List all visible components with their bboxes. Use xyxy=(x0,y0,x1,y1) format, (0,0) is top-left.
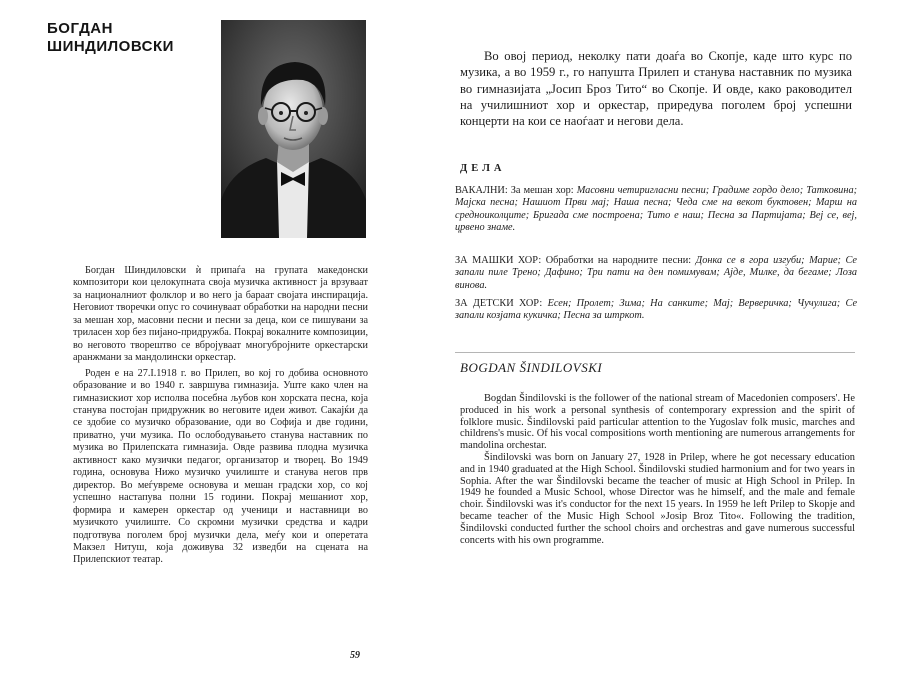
biography-continuation xyxy=(460,48,852,129)
portrait-illustration xyxy=(221,20,366,238)
works-entry-label: ЗА МАШКИ ХОР: xyxy=(455,255,542,266)
section-divider xyxy=(455,352,855,353)
composer-name-title xyxy=(47,20,174,56)
title-line-surname: ШИНДИЛОВСКИ xyxy=(47,38,174,55)
continuation-paragraph: Во овој период, неколку пати доаѓа во Скопје, каде што курс по музика, а во 1959 г., го напушта Прилеп и станува наставник по музика во гимназијата „Јосип Броз Тито“ во Скопје. И овде, како раководител на училишниот хор и оркестар, приредува поголем број успешни концерти на кои се наоѓаат и негови дела. xyxy=(460,49,852,129)
works-entry-prefix: За мешан хор: xyxy=(510,185,574,196)
biography-paragraph-2: Роден е на 27.I.1918 г. во Прилеп, во кој го добива основното образование и во 1940 г. завршува гимназија. Уште како член на гимназискиот хор исполва посебна љубов кон хорската песна, која станува постојан придружник во неговите идеи живот. Сакајќи да се здобие со музичко образование, оди во Софија и две години, приватно, учи музика. По ослободувањето станува наставник по музика во Прилепската гимназија. Овде развива плодна музичка активност како музички педагог, организатор и творец. Во 1949 година, основува Нижо музичко училиште и станува негов прв директор. Во меѓувреме основува и мешан градски хор, со кој успешно настапува полни 15 години. Покрај мешаниот хор, формира и камерен оркестар од ученици и наставници во музичкото училиште. Со скромни музички средства и кадри подготвува поголем број музички дела, меѓу кои и оперетата Макзел Нитуш, која доживува 32 изведби на сцената на Прилепскиот театар. xyxy=(73,367,368,566)
english-paragraph-1: Bogdan Šindilovski is the follower of the national stream of Macedonien composers'. He produced in his work a personal synthesis of contemporary expression and the spirit of folklore music. Šindilovski paid particular attention to the Yugoslav folk music, marches and childrens's music. Of his vocal compositions worth mentioning are numerous arrangements for mandolina orchestar. xyxy=(460,393,855,452)
works-entry-vocal xyxy=(455,185,857,235)
works-entry-label: ВАКАЛНИ: xyxy=(455,185,508,196)
works-entry-label: ЗА ДЕТСКИ ХОР: xyxy=(455,298,543,309)
works-entry-items: Есен; Пролет; Зима; На санките; Мај; Верверичка; Чучулига; Се запали козјата кукичка; Песна за штркот. xyxy=(455,298,858,322)
works-entry-male-choir xyxy=(455,255,857,292)
works-entry-childrens-choir xyxy=(455,298,857,323)
biography-paragraph-1: Богдан Шиндиловски ѝ припаѓа на групата македонски композитори кои целокупната своја музичка активност ја врзуваат за националниот фолклор и во него ја бараат својата инспирација. Неговиот творечки опус го сочинуваат обработки на народни песни за мешан хор, масовни песни и песни за деца, кои се пишувани за триласен хор без пијано-придружба. Покрај вокалните композиции, во неговото творештво се вбројуваат многубројните оркестарски аранжмани за мандолински оркестар. xyxy=(73,265,368,364)
page-number: 59 xyxy=(350,650,360,661)
english-heading: BOGDAN ŠINDILOVSKI xyxy=(460,360,603,375)
biography-text-macedonian xyxy=(73,265,368,570)
works-heading: ДЕЛА xyxy=(460,163,506,174)
biography-text-english xyxy=(460,393,855,546)
left-page xyxy=(0,0,440,675)
title-line-first-name: БОГДАН xyxy=(47,20,113,37)
works-entry-items: Масовни четиригласни песни; Градиме гордо дело; Татковина; Мајска песна; Нашиот Први мај; Наша песна; Чеда сме на векот буктовен; Марш на средноиколците; Бригада сме построена; Тито е наш; Песна за Партијата; Веј се, веј, црвено знаме. xyxy=(455,185,858,234)
works-entry-prefix: Обработки на народните песни: xyxy=(545,255,692,266)
composer-portrait-photo xyxy=(221,20,366,238)
works-entry-items: Донка се в гора изгуби; Марие; Се запали пиле Трено; Дафино; Три пати на ден помимувам; Ајде, Милке, да бегаме; Лоза виновa. xyxy=(455,255,857,291)
english-paragraph-2: Šindilovski was born on January 27, 1928 in Prilep, where he got necessary education and in 1940 graduated at the High School. Šindilovski studied harmonium and for two years in Sophia. After the war Šindilovski became the teacher of music at High School in Prilep. In 1949 he founded a Music School, whose Director was he himself, and the male and female choir. Šindilovski was it's conductor for the next 15 years. In 1959 he left Prilep to Skopje and became teacher of the Music High School »Josip Broz Tito«. Following the tradition, Šindilovski conducted further the school choirs and orchestras and gave numerous successful concerts with his own programme. xyxy=(460,451,855,546)
